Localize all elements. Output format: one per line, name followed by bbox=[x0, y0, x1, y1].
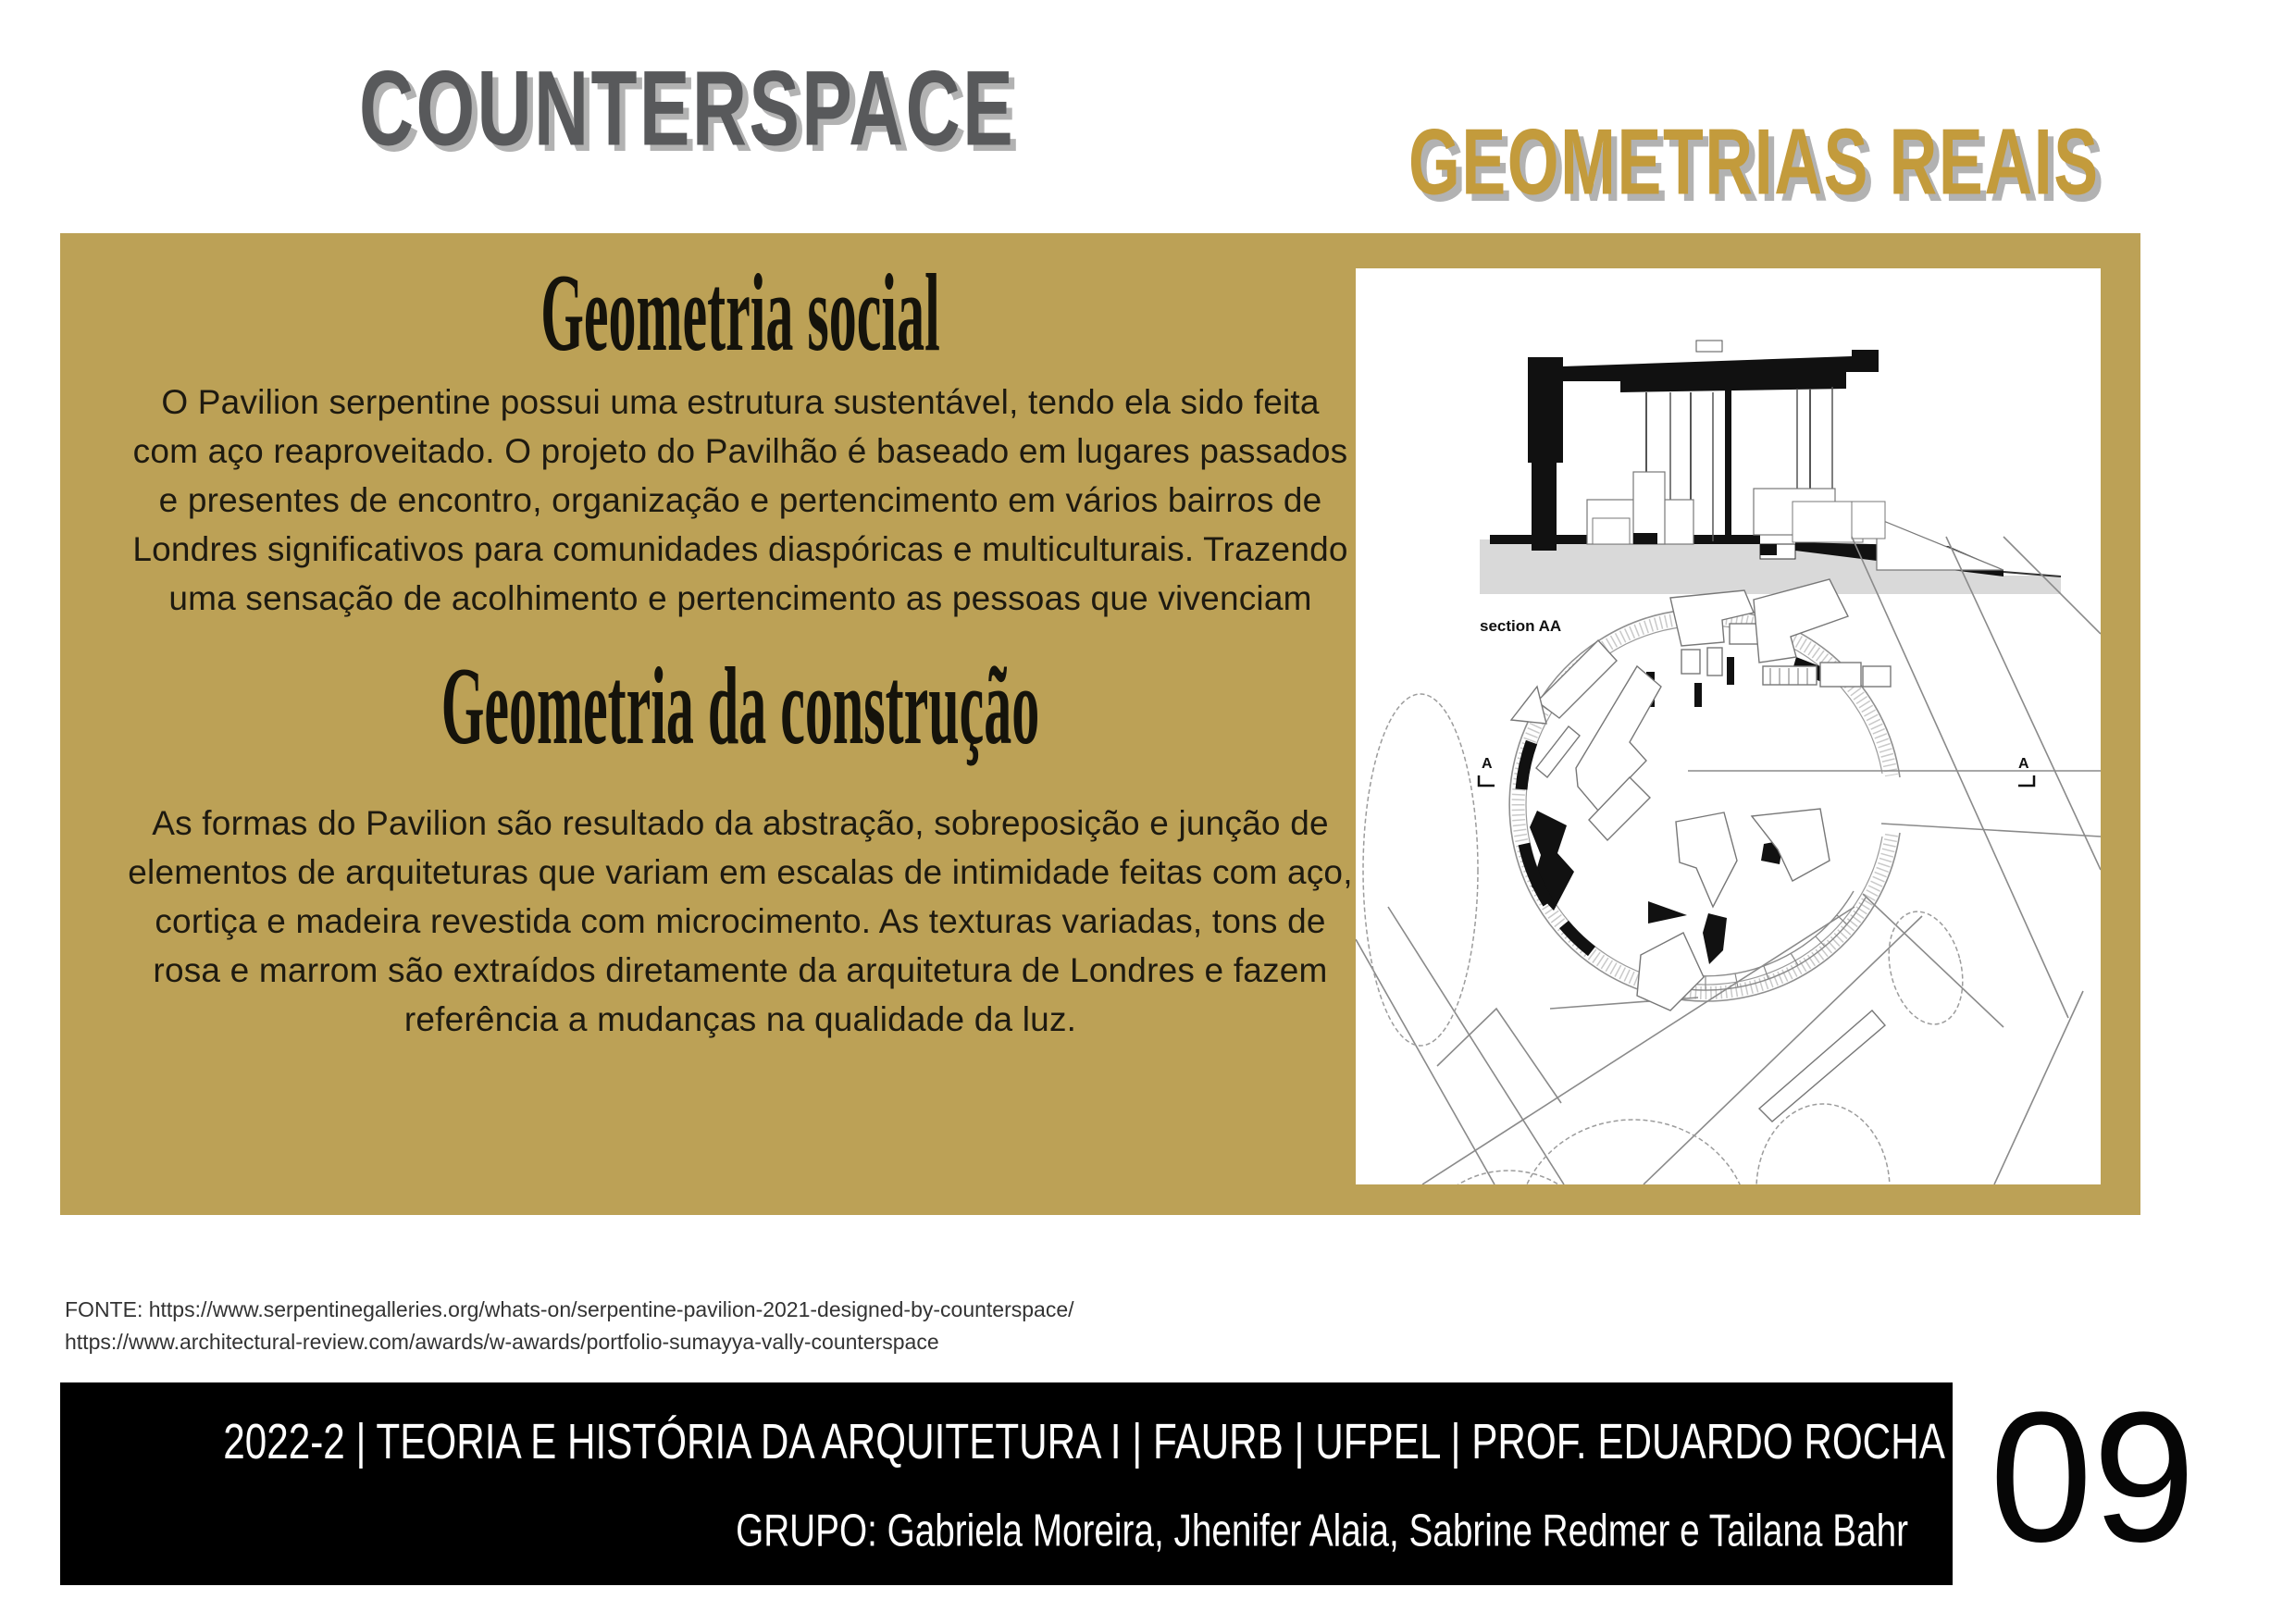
text-column bbox=[97, 233, 1383, 1044]
content-panel bbox=[60, 233, 2140, 1215]
section1-body: O Pavilion serpentine possui uma estrutura sustentável, tendo ela sido feita com aço reaproveitado. O projeto do Pavilhão é baseado em lugares passados e presentes de encontro, organização e pertencimento em vários bairros de Londres significativos para comunidades diaspóricas e multiculturais. Trazendo uma sensação de acolhimento e pertencimento as pessoas que vivenciam bbox=[132, 383, 1348, 617]
source-line-2: https://www.architectural-review.com/awards/w-awards/portfolio-sumayya-vally-counterspace bbox=[65, 1330, 939, 1354]
section-marker-left bbox=[1479, 756, 1495, 786]
source-line-1: FONTE: https://www.serpentinegalleries.org/whats-on/serpentine-pavilion-2021-designed-by-counterspace/ bbox=[65, 1297, 1074, 1321]
tree-outlines bbox=[1363, 694, 1974, 1184]
architecture-drawings bbox=[1356, 268, 2101, 1184]
svg-text:A: A bbox=[1482, 756, 1493, 772]
section1-heading: Geometria social bbox=[540, 251, 940, 374]
figure-panel bbox=[1356, 268, 2101, 1184]
plan-structures bbox=[1511, 579, 1891, 1122]
source-note bbox=[65, 1294, 1074, 1358]
page-subtitle: GEOMETRIAS REAIS bbox=[1408, 110, 2100, 215]
page-number: 09 bbox=[1990, 1374, 2196, 1581]
page-title: COUNTERSPACE bbox=[359, 49, 1016, 168]
section-drawing bbox=[1480, 341, 2061, 635]
section2-body: As formas do Pavilion são resultado da abstração, sobreposição e junção de elementos de arquiteturas que variam em escalas de intimidade feitas com aço, cortiça e madeira revestida com microcimento. As texturas variadas, tons de rosa e marrom são extraídos diretamente da arquitetura de Londres e fazem referência a mudanças na qualidade da luz. bbox=[128, 804, 1353, 1038]
section-label: section AA bbox=[1480, 617, 1562, 635]
svg-text:A: A bbox=[2018, 756, 2029, 772]
footer-course-line: 2022-2 | TEORIA E HISTÓRIA DA ARQUITETURA I | FAURB | UFPEL | PROF. EDUARDO ROCHA bbox=[223, 1415, 1945, 1470]
plan-drawing bbox=[1356, 537, 2101, 1184]
footer-group-line: GRUPO: Gabriela Moreira, Jhenifer Alaia, Sabrine Redmer e Tailana Bahr bbox=[736, 1506, 1908, 1556]
section2-heading: Geometria da construção bbox=[440, 644, 1040, 767]
footer-bar bbox=[60, 1382, 1953, 1585]
